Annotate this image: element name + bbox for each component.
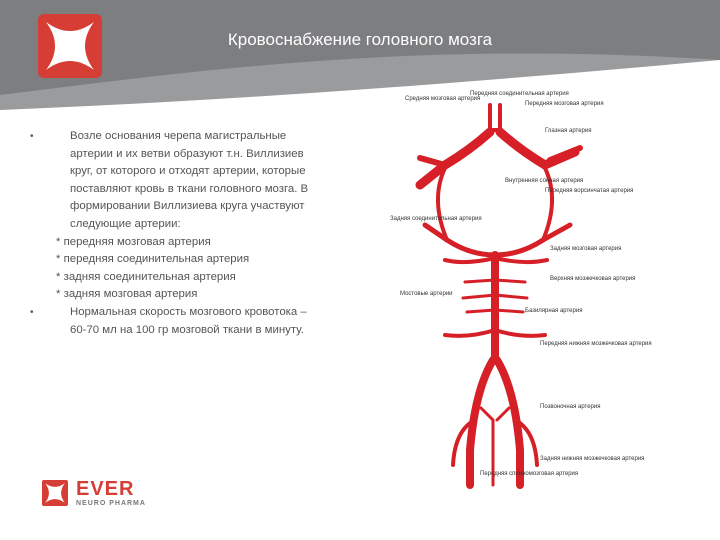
bullet-symbol: • <box>30 306 34 318</box>
label-ant-spinal: Передняя спинномозговая артерия <box>480 471 579 477</box>
sub-item: * передняя мозговая артерия <box>56 235 211 248</box>
label-pons: Мостовые артерии <box>400 291 453 297</box>
label-internal: Внутренняя сонная артерия <box>505 178 584 184</box>
brand-subtitle: NEURO PHARMA <box>76 500 146 507</box>
slide-title: Кровоснабжение головного мозга <box>227 30 493 49</box>
label-ant-cerebral-right: Передняя мозговая артерия <box>525 101 604 107</box>
sub-item: * задняя соединительная артерия <box>56 270 236 283</box>
sub-item: * передняя соединительная артерия <box>56 253 250 266</box>
bullet-item <box>30 128 320 234</box>
bullet-text: Возле основания черепа магистральные артерии и их ветви образуют т.н. Виллизиев круг, от которого и отходят артерии, которые поставляют кровь в ткани головного мозга. В формировании Виллизиева круга участвуют следующие артерии: <box>70 130 309 230</box>
label-ant-cerebral-left: Средняя мозговая артерия <box>405 96 481 102</box>
label-post-inf-cer: Задняя нижняя мозжечковая артерия <box>540 456 645 462</box>
label-ant-inf-cer: Передняя нижняя мозжечковая артерия <box>540 341 652 347</box>
body-text <box>30 128 320 339</box>
ever-footer-icon <box>42 480 68 506</box>
sub-item: * задняя мозговая артерия <box>56 288 198 301</box>
label-vertebral: Позвоночная артерия <box>540 404 601 410</box>
footer-brand <box>42 478 152 512</box>
label-post-comm: Задняя соединительная артерия <box>390 216 482 222</box>
bullet-text: Нормальная скорость мозгового кровотока – 60-70 мл на 100 гр мозговой ткани в минуту. <box>70 305 307 336</box>
label-post-cer: Задняя мозговая артерия <box>550 246 622 252</box>
circle-of-willis-diagram <box>375 90 652 490</box>
ever-logo-icon <box>38 14 102 78</box>
bullet-symbol: • <box>30 131 34 142</box>
label-basilar: Базилярная артерия <box>525 308 583 314</box>
bullet-item <box>30 304 320 339</box>
brand-name: EVER <box>76 478 135 500</box>
label-ant-chor: Передняя ворсинчатая артерия <box>545 188 634 194</box>
label-ant-comm: Передняя соединительная артерия <box>470 91 569 97</box>
label-sup-cer: Верхняя мозжечковая артерия <box>550 276 636 282</box>
label-eye: Глазная артерия <box>545 128 592 134</box>
